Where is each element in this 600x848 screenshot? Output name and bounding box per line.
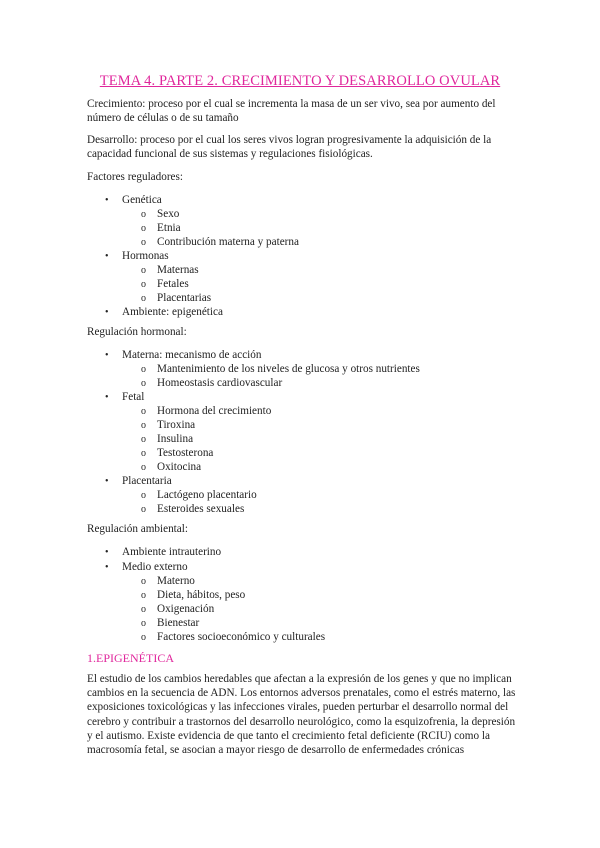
sub-list-item: o Factores socioeconómico y culturales (141, 631, 326, 643)
list-item: • Genética (105, 194, 162, 206)
crecimiento-definition: Crecimiento: proceso por el cual se incrementa la masa de un ser vivo, sea por aumento del número de células o de su tamaño (87, 98, 496, 125)
sub-list-item: o Oxitocina (141, 461, 202, 473)
sub-list-item: o Insulina (141, 433, 194, 445)
sub-list-item: o Contribución materna y paterna (141, 236, 299, 248)
list-item: • Placentaria (105, 475, 172, 487)
list-item: • Fetal (105, 391, 145, 403)
sub-list-item: o Oxigenación (141, 603, 215, 615)
factores-heading: Factores reguladores: (87, 171, 183, 183)
list-item: • Ambiente intrauterino (105, 546, 222, 558)
section-heading-epigenetica: 1.EPIGENÉTICA (87, 651, 174, 665)
sub-list-item: o Maternas (141, 264, 199, 276)
sub-list-item: o Testosterona (141, 447, 214, 459)
sub-list-item: o Etnia (141, 222, 181, 234)
sub-list-item: o Fetales (141, 278, 189, 290)
ambiental-heading: Regulación ambiental: (87, 523, 188, 535)
sub-list-item: o Sexo (141, 208, 180, 220)
sub-list-item: o Esteroides sexuales (141, 503, 245, 515)
list-item: • Ambiente: epigenética (105, 306, 223, 318)
list-item: • Hormonas (105, 250, 169, 262)
sub-list-item: o Mantenimiento de los niveles de glucosa y otros nutrientes (141, 363, 420, 375)
epigenetica-paragraph: El estudio de los cambios heredables que afectan a la expresión de los genes y que no implican cambios en la secuencia de ADN. Los entornos adversos prenatales, como el estrés materno, las exposiciones toxicológicas y las infecciones virales, pueden perturbar el desarrollo normal del cerebro y contribuir a trastornos del desarrollo neurológico, como la esquizofrenia, la depresión y el autismo. Existe evidencia de que tanto el crecimiento fetal deficiente (RCIU) como la macrosomía fetal, se asocian a mayor riesgo de desarrollo de enfermedades crónicas (87, 673, 516, 757)
sub-list-item: o Homeostasis cardiovascular (141, 377, 283, 389)
sub-list-item: o Hormona del crecimiento (141, 405, 272, 417)
sub-list-item: o Materno (141, 575, 195, 587)
page-title: TEMA 4. PARTE 2. CRECIMIENTO Y DESARROLLO OVULAR (99, 73, 501, 89)
list-item: • Medio externo (105, 561, 188, 573)
sub-list-item: o Tiroxina (141, 419, 196, 431)
desarrollo-definition: Desarrollo: proceso por el cual los seres vivos logran progresivamente la adquisición de la capacidad funcional de sus sistemas y regulaciones fisiológicas. (87, 134, 492, 161)
sub-list-item: o Lactógeno placentario (141, 489, 257, 501)
list-item: • Materna: mecanismo de acción (105, 349, 262, 361)
sub-list-item: o Placentarias (141, 292, 212, 304)
hormonal-heading: Regulación hormonal: (87, 326, 187, 338)
sub-list-item: o Dieta, hábitos, peso (141, 589, 246, 601)
sub-list-item: o Bienestar (141, 617, 200, 629)
